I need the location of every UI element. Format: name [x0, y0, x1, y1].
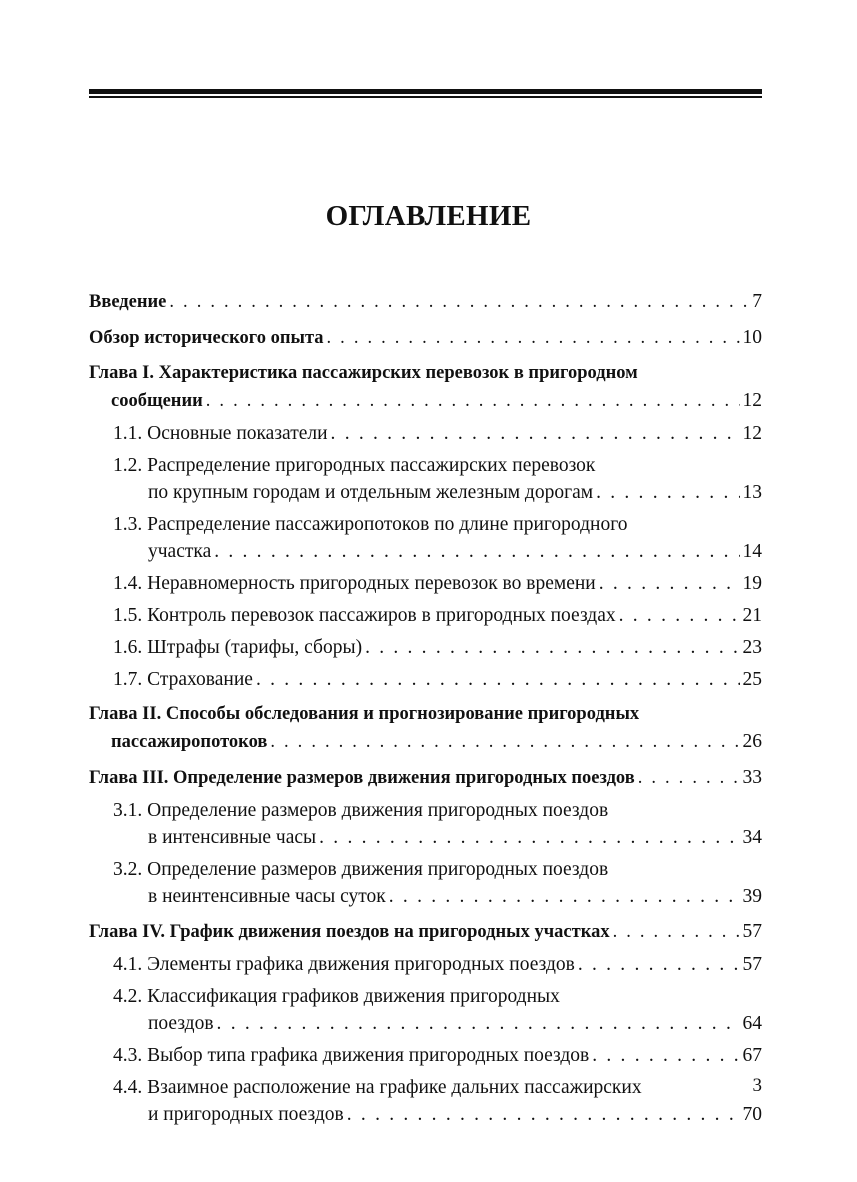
toc-entry-title-continued: в неинтенсивные часы суток — [148, 886, 386, 907]
leader-dots — [319, 824, 739, 851]
toc-entry-title-continued: сообщении — [111, 391, 203, 411]
leader-dots — [256, 666, 740, 693]
leader-dots — [327, 325, 740, 352]
leader-dots — [599, 570, 740, 597]
toc-entry-section-1-3[interactable] — [89, 511, 762, 565]
leader-dots — [206, 388, 740, 415]
toc-page-number: 14 — [742, 541, 762, 562]
toc-entry-historical-review[interactable] — [89, 324, 762, 352]
toc-entry-section-3-2[interactable] — [89, 856, 762, 910]
toc-entry-chapter-1[interactable] — [89, 360, 762, 415]
toc-page-number: 70 — [742, 1104, 762, 1125]
toc-entry-section-4-3[interactable] — [89, 1042, 762, 1069]
toc-page-number: 19 — [742, 573, 762, 594]
toc-entry-title: Введение — [89, 292, 167, 312]
leader-dots — [347, 1101, 740, 1128]
toc-entry-title: 1.2. Распределение пригородных пассажирских перевозок — [113, 455, 596, 476]
toc-entry-title-continued: по крупным городам и отдельным железным дорогам — [148, 482, 594, 503]
toc-page-number: 10 — [742, 327, 762, 348]
toc-page-number: 12 — [742, 390, 762, 411]
toc-entry-title: 3.2. Определение размеров движения пригородных поездов — [113, 859, 609, 880]
toc-entry-title-continued: и пригородных поездов — [148, 1104, 344, 1125]
toc-page-number: 33 — [742, 767, 762, 788]
toc-entry-chapter-2[interactable] — [89, 701, 762, 756]
toc-entry-title: 3.1. Определение размеров движения пригородных поездов — [113, 800, 609, 821]
toc-entry-title: Глава III. Определение размеров движения пригородных поездов — [89, 768, 635, 788]
toc-entry-title: 1.4. Неравномерность пригородных перевозок во времени — [113, 573, 596, 594]
leader-dots — [592, 1042, 739, 1069]
leader-dots — [638, 765, 740, 792]
toc-entry-title: 1.5. Контроль перевозок пассажиров в пригородных поездах — [113, 605, 616, 626]
toc-entry-title: 4.3. Выбор типа графика движения пригородных поездов — [113, 1045, 590, 1066]
toc-page-number: 25 — [742, 669, 762, 690]
header-rule-thin — [89, 96, 762, 98]
toc-page-number: 23 — [742, 637, 762, 658]
toc-page-number: 64 — [742, 1013, 762, 1034]
toc-entry-title: Глава IV. График движения поездов на пригородных участках — [89, 922, 610, 942]
toc-page-number: 26 — [742, 731, 762, 752]
leader-dots — [596, 479, 739, 506]
toc-entry-title: 1.7. Страхование — [113, 669, 253, 690]
toc-entry-section-1-4[interactable] — [89, 570, 762, 597]
toc-entry-section-4-4[interactable] — [89, 1074, 762, 1128]
toc-page-number: 34 — [742, 827, 762, 848]
toc-page-number: 57 — [742, 954, 762, 975]
leader-dots — [613, 919, 740, 946]
page-title: ОГЛАВЛЕНИЕ — [325, 200, 532, 232]
toc-page-number: 39 — [742, 886, 762, 907]
toc-entry-title: Обзор исторического опыта — [89, 328, 324, 348]
page-number: 3 — [752, 1075, 762, 1096]
toc-entry-title: 1.3. Распределение пассажиропотоков по длине пригородного — [113, 514, 628, 535]
toc-entry-title: 4.2. Классификация графиков движения пригородных — [113, 986, 560, 1007]
toc-entry-section-1-6[interactable] — [89, 634, 762, 661]
toc-page-number: 12 — [742, 423, 762, 444]
toc-entry-section-1-7[interactable] — [89, 666, 762, 693]
toc-entry-title-continued: участка — [148, 541, 212, 562]
toc-entry-section-1-1[interactable] — [89, 420, 762, 447]
toc-entry-title: Глава II. Способы обследования и прогнозирование пригородных — [89, 704, 640, 724]
leader-dots — [389, 883, 740, 910]
leader-dots — [619, 602, 740, 629]
toc-entry-title: 1.6. Штрафы (тарифы, сборы) — [113, 637, 363, 658]
leader-dots — [214, 538, 739, 565]
leader-dots — [169, 289, 749, 316]
toc-page-number: 7 — [752, 291, 762, 312]
toc-entry-chapter-4[interactable] — [89, 918, 762, 946]
leader-dots — [217, 1010, 740, 1037]
toc-entry-section-4-1[interactable] — [89, 951, 762, 978]
leader-dots — [365, 634, 739, 661]
toc-page-number: 67 — [742, 1045, 762, 1066]
toc-entry-title-continued: поездов — [148, 1013, 214, 1034]
leader-dots — [578, 951, 740, 978]
leader-dots — [270, 729, 739, 756]
toc-entry-section-3-1[interactable] — [89, 797, 762, 851]
toc-entry-section-1-2[interactable] — [89, 452, 762, 506]
toc-page-number: 13 — [742, 482, 762, 503]
table-of-contents — [89, 288, 762, 1128]
toc-page-number: 21 — [742, 605, 762, 626]
toc-entry-title: 4.1. Элементы графика движения пригородных поездов — [113, 954, 575, 975]
toc-entry-title-continued: в интенсивные часы — [148, 827, 317, 848]
toc-entry-section-1-5[interactable] — [89, 602, 762, 629]
toc-page-number: 57 — [742, 921, 762, 942]
toc-entry-title: 4.4. Взаимное расположение на графике дальних пассажирских — [113, 1077, 642, 1098]
toc-entry-title: 1.1. Основные показатели — [113, 423, 328, 444]
toc-entry-section-4-2[interactable] — [89, 983, 762, 1037]
toc-entry-introduction[interactable] — [89, 288, 762, 316]
toc-entry-title: Глава I. Характеристика пассажирских перевозок в пригородном — [89, 363, 638, 383]
toc-entry-title-continued: пассажиропотоков — [111, 732, 268, 752]
header-rule-thick — [89, 89, 762, 94]
leader-dots — [331, 420, 740, 447]
toc-entry-chapter-3[interactable] — [89, 764, 762, 792]
